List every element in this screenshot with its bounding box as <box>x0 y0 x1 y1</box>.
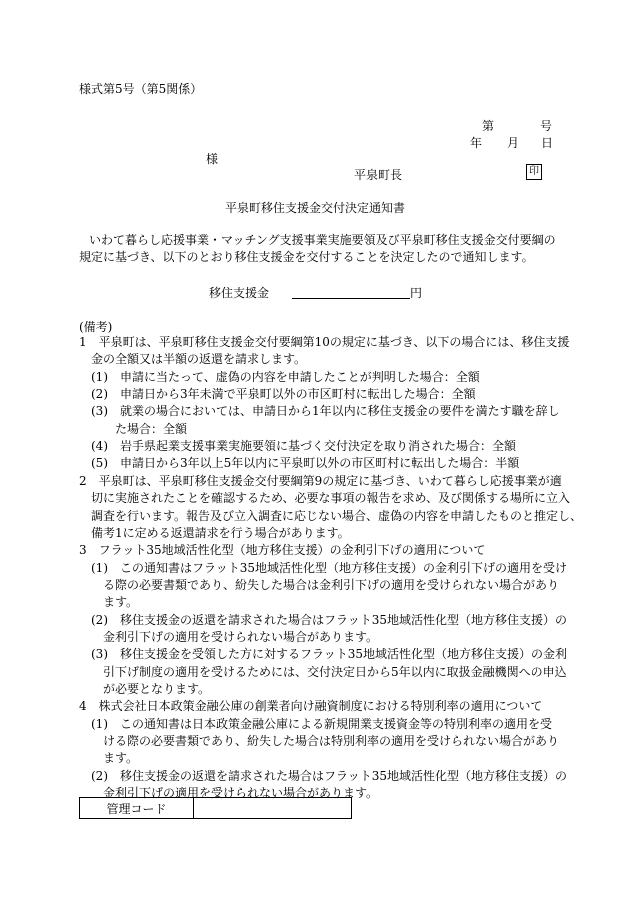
notes-line: た場合：全額 <box>79 421 188 436</box>
notes-line: 備考1に定める返還請求を行う場合があります。 <box>79 525 350 540</box>
notes-line: 切に実施されたことを確認するため、必要な事項の報告を求め、及び関係する場所に立入 <box>79 491 571 506</box>
seal-mark: 印 <box>526 164 542 180</box>
form-number: 様式第5号（第5関係） <box>79 82 203 96</box>
notes-line: (2) 移住支援金の返還を請求された場合はフラット35地域活性化型（地方移住支援）の <box>79 768 568 783</box>
notes-line: 金利引下げの適用を受けられない場合があります。 <box>79 786 379 801</box>
notes-line: 金利引下げの適用を受けられない場合があります。 <box>79 629 379 644</box>
document-number-go: 号 <box>540 119 553 133</box>
management-code-value <box>194 798 352 819</box>
amount-blank-line <box>292 284 410 299</box>
notes-line: (1) この通知書は日本政策金融公庫による新規開業支援資金等の特別利率の適用を受 <box>79 716 553 731</box>
notes-line: 3 フラット35地域活性化型（地方移住支援）の金利引下げの適用について <box>79 543 486 558</box>
notes-line: (2) 申請日から3年未満で平泉町以外の市区町村に転出した場合：全額 <box>79 387 476 402</box>
notes-line: (1) 申請に当たって、虚偽の内容を申請したことが判明した場合：全額 <box>79 369 480 384</box>
notes-line: ます。 <box>79 595 139 610</box>
amount-label: 移住支援金 <box>209 286 270 300</box>
notes-line: (5) 申請日から3年以上5年以内に平泉町以外の市区町村に転出した場合：半額 <box>79 456 520 471</box>
notes-line: ける際の必要書類であり、紛失した場合は特別利率の適用を受けられない場合があり <box>79 734 560 749</box>
notes-line: 4 株式会社日本政策金融公庫の創業者向け融資制度における特別利率の適用について <box>79 699 543 714</box>
intro-line-1: いわて暮らし応援事業・マッチング支援事業実施要領及び平泉町移住支援金交付要綱の <box>89 233 556 247</box>
addressee-suffix: 様 <box>206 152 219 166</box>
notes-line: ます。 <box>79 751 139 766</box>
management-code-label: 管理コード <box>80 798 194 819</box>
notes-line: 調査を行います。報告及び立入調査に応じない場合、虚偽の内容を申請したものと推定し、 <box>79 508 583 523</box>
issuer-name: 平泉町長 <box>354 168 403 182</box>
notes-line: が必要となります。 <box>79 682 211 696</box>
notes-line: 引下げ制度の適用を受けるためには、交付決定日から5年以内に取扱金融機関への申込 <box>79 664 567 679</box>
amount-unit: 円 <box>410 286 423 300</box>
notes-line: る際の必要書類であり、紛失した場合は金利引下げの適用を受けられない場合があり <box>79 577 560 592</box>
date-month-label: 月 <box>507 136 520 150</box>
notes-line: 金の全額又は半額の返還を請求します。 <box>79 352 307 367</box>
date-year-label: 年 <box>470 136 483 150</box>
notes-line: 1 平泉町は、平泉町移住支援金交付要綱第10の規定に基づき、以下の場合には、移住支援 <box>79 335 570 349</box>
intro-line-2: 規定に基づき、以下のとおり移住支援金を交付することを決定したので通知します。 <box>79 250 534 264</box>
notes-line: (3) 移住支援金を受領した方に対するフラット35地域活性化型（地方移住支援）の金利 <box>79 647 568 662</box>
notes-line: (2) 移住支援金の返還を請求された場合はフラット35地域活性化型（地方移住支援）の <box>79 612 568 627</box>
date-day-label: 日 <box>541 136 554 150</box>
notes-line: 2 平泉町は、平泉町移住支援金交付要綱第9の規定に基づき、いわて暮らし応援事業が適 <box>79 473 562 488</box>
notes-line: (4) 岩手県起業支援事業実施要領に基づく交付決定を取り消された場合：全額 <box>79 439 517 454</box>
document-number-dai: 第 <box>482 119 495 133</box>
management-code-table <box>79 797 352 819</box>
notes-line: (1) この通知書はフラット35地域活性化型（地方移住支援）の金利引下げの適用を受け <box>79 560 568 575</box>
notes-heading: (備考) <box>79 320 113 334</box>
document-title: 平泉町移住支援金交付決定通知書 <box>224 201 405 215</box>
notes-line: (3) 就業の場合においては、申請日から1年以内に移住支援金の要件を満たす職を辞し <box>79 404 560 419</box>
